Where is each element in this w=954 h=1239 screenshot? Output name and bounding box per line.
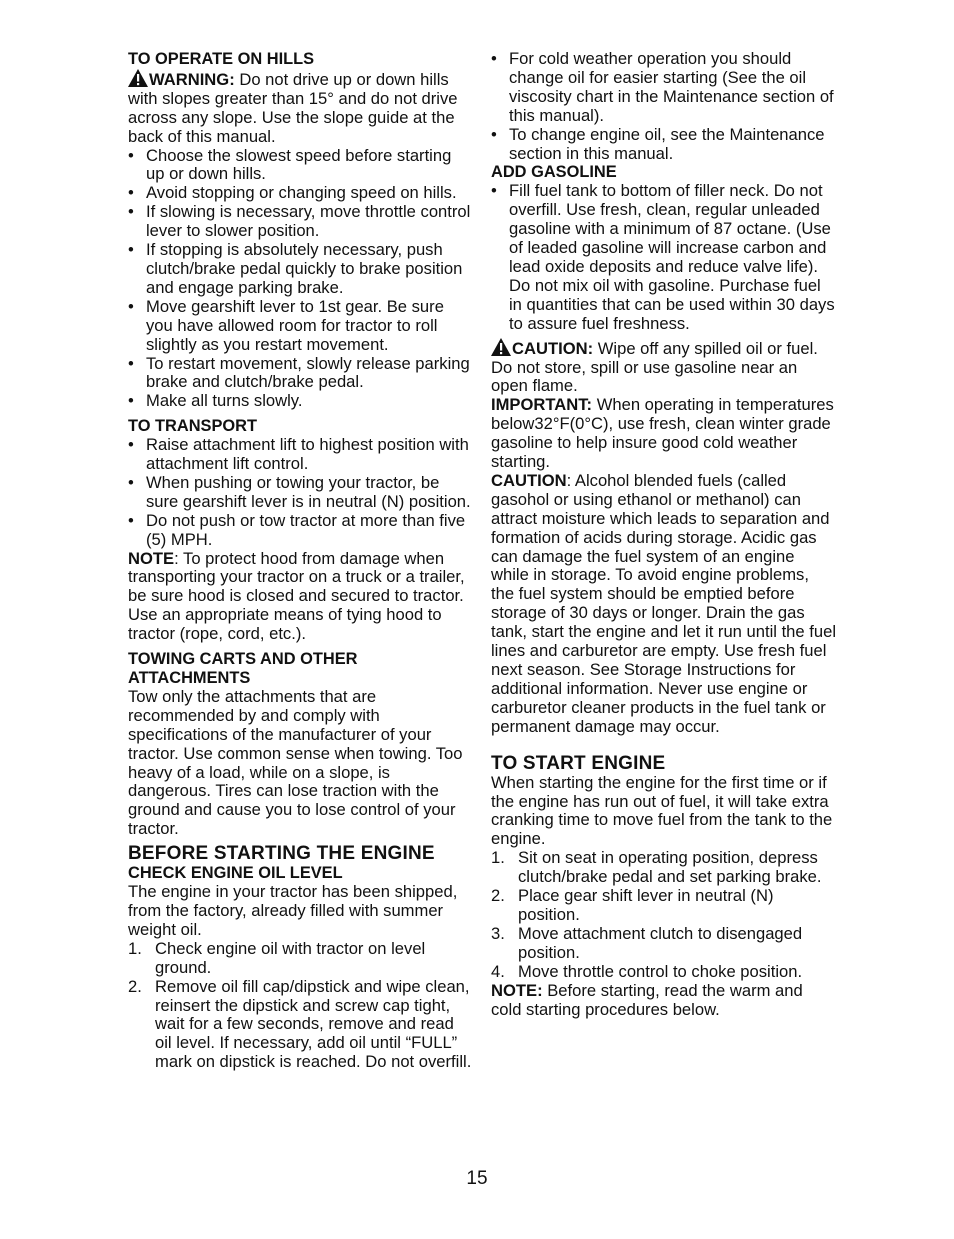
hills-heading: TO OPERATE ON HILLS (128, 50, 315, 68)
add-gasoline-heading: ADD GASOLINE (491, 163, 617, 182)
list-item: • Make all turns slowly. (128, 391, 303, 411)
bullet-icon: • (128, 510, 134, 530)
towing-heading: TOWING CARTS AND OTHER ATTACHMENTS (128, 650, 358, 687)
list-item: • Avoid stopping or changing speed on hills. (128, 183, 457, 203)
important-label: IMPORTANT: (491, 395, 593, 415)
warning-text: Do not drive up or down hills with slopes greater than 15° and do not drive across any slope. Use the slope guide at the back of this manual. (128, 69, 458, 146)
start-steps (491, 849, 836, 981)
list-item: • Raise attachment lift to highest position with attachment lift control. (128, 435, 469, 474)
right-column (491, 50, 836, 1019)
note-text: : To protect hood from damage when transporting your tractor on a truck or a trailer, be sure hood is closed and secured to tractor. Use an appropriate means of tying hood to tractor (rope, cord, etc.). (128, 548, 465, 644)
bullet-icon: • (128, 353, 134, 373)
oil-notes-list (491, 50, 836, 163)
transport-heading: TO TRANSPORT (128, 417, 258, 436)
note-label: NOTE (128, 548, 175, 568)
bullet-icon: • (491, 181, 497, 201)
towing-text: Tow only the attachments that are recommended by and comply with specifications of the manufacturer of your tractor. Use common sense when towing. Too heavy of a load, while on a slope, is dangerous. Tires can lose traction with the ground and cause you to lose control of your tractor. (128, 686, 463, 839)
start-text: When starting the engine for the first time or if the engine has run out of fuel, it will take extra cranking time to move fuel from the tank to the engine. (491, 772, 833, 849)
caution-spill (491, 338, 836, 397)
bullet-icon: • (491, 124, 497, 144)
bullet-icon: • (128, 296, 134, 316)
oil-text: The engine in your tractor has been shipped, from the factory, already filled with summer weight oil. (128, 882, 458, 939)
list-item: 1. Sit on seat in operating position, depress clutch/brake pedal and set parking brake. (491, 848, 822, 887)
list-item: • When pushing or towing your tractor, be sure gearshift lever is in neutral (N) position. (128, 472, 471, 511)
list-item: • Fill fuel tank to bottom of filler neck. Do not overfill. Use fresh, clean, regular unleaded gasoline with a minimum of 87 octane. (Use of leaded gasoline will increase carbon and lead oxide deposits and reduce valve life). Do not mix oil with gasoline. Purchase fuel in quantities that can be used within 30 days to assure fuel freshness. (491, 181, 835, 333)
bullet-icon: • (128, 391, 134, 411)
page-number: 15 (466, 1168, 488, 1189)
bullet-icon: • (128, 145, 134, 165)
oil-level-heading: CHECK ENGINE OIL LEVEL (128, 864, 343, 883)
list-item: • For cold weather operation you should change oil for easier starting (See the oil viscosity chart in the Maintenance section of this manual). (491, 49, 834, 125)
list-item: 3. Move attachment clutch to disengaged position. (491, 923, 803, 962)
bullet-icon: • (128, 183, 134, 203)
caution-text: : Alcohol blended fuels (called gasohol or using ethanol or methanol) can attract moisture which leads to separation and formation of acids during storage. Acidic gas can damage the fuel system of an engine while in storage. To avoid engine problems, the fuel system should be emptied before storage of 30 days or longer. Drain the gas tank, start the engine and let it run until the fuel lines and carburetor are empty. Use fresh fuel next season. See Storage Instructions for additional information. Never use engine or carburetor cleaner products in the fuel tank or permanent damage may occur. (491, 470, 837, 736)
list-item: • If slowing is necessary, move throttle control lever to slower position. (128, 202, 471, 241)
note-text: Before starting, read the warm and cold starting procedures below. (491, 980, 803, 1019)
list-item: • If stopping is absolutely necessary, push clutch/brake pedal quickly to brake position and engage parking brake. (128, 240, 463, 297)
hills-list (128, 147, 473, 412)
start-engine-heading: TO START ENGINE (491, 752, 666, 774)
list-item: • To restart movement, slowly release parking brake and clutch/brake pedal. (128, 353, 470, 392)
list-item: 2. Remove oil fill cap/dipstick and wipe clean, reinsert the dipstick and screw cap tight, wait for a few seconds, remove and read oil level. If necessary, add oil until “FULL” mark on dipstick is reached. Do not overfill. (128, 976, 472, 1072)
bullet-icon: • (491, 49, 497, 68)
note-label: NOTE: (491, 980, 543, 1000)
list-item: • Choose the slowest speed before starting up or down hills. (128, 145, 452, 184)
caution-text: Wipe off any spilled oil or fuel. Do not store, spill or use gasoline near an open flame. (491, 338, 818, 396)
list-item: 4. Move throttle control to choke position. (491, 961, 803, 981)
warning-triangle-icon (128, 69, 148, 87)
bullet-icon: • (128, 240, 134, 260)
warning-triangle-icon (491, 338, 511, 356)
before-starting-heading: BEFORE STARTING THE ENGINE (128, 843, 435, 865)
list-item: 2. Place gear shift lever in neutral (N) position. (491, 886, 774, 924)
warning-label: WARNING: (149, 69, 235, 89)
gas-list (491, 182, 836, 333)
important-text: When operating in temperatures below32°F(0°C), use fresh, clean winter grade gasoline to help insure good cold weather starting. (491, 395, 834, 472)
oil-steps (128, 940, 473, 1072)
caution-label: CAUTION (491, 470, 567, 490)
transport-list (128, 436, 473, 549)
left-column (128, 50, 473, 1072)
list-item: 1. Check engine oil with tractor on level ground. (128, 938, 426, 977)
list-item: • To change engine oil, see the Maintenance section in this manual. (491, 124, 825, 163)
start-note (491, 982, 836, 1020)
bullet-icon: • (128, 202, 134, 222)
list-item: • Do not push or tow tractor at more than five (5) MPH. (128, 510, 466, 549)
caution-label: CAUTION: (512, 338, 594, 358)
caution-alcohol (491, 472, 836, 737)
list-item: • Move gearshift lever to 1st gear. Be sure you have allowed room for tractor to roll slightly as you restart movement. (128, 296, 444, 354)
bullet-icon: • (128, 472, 134, 492)
important-note (491, 396, 836, 472)
bullet-icon: • (128, 435, 134, 455)
hills-warning (128, 69, 473, 147)
transport-note (128, 550, 473, 645)
